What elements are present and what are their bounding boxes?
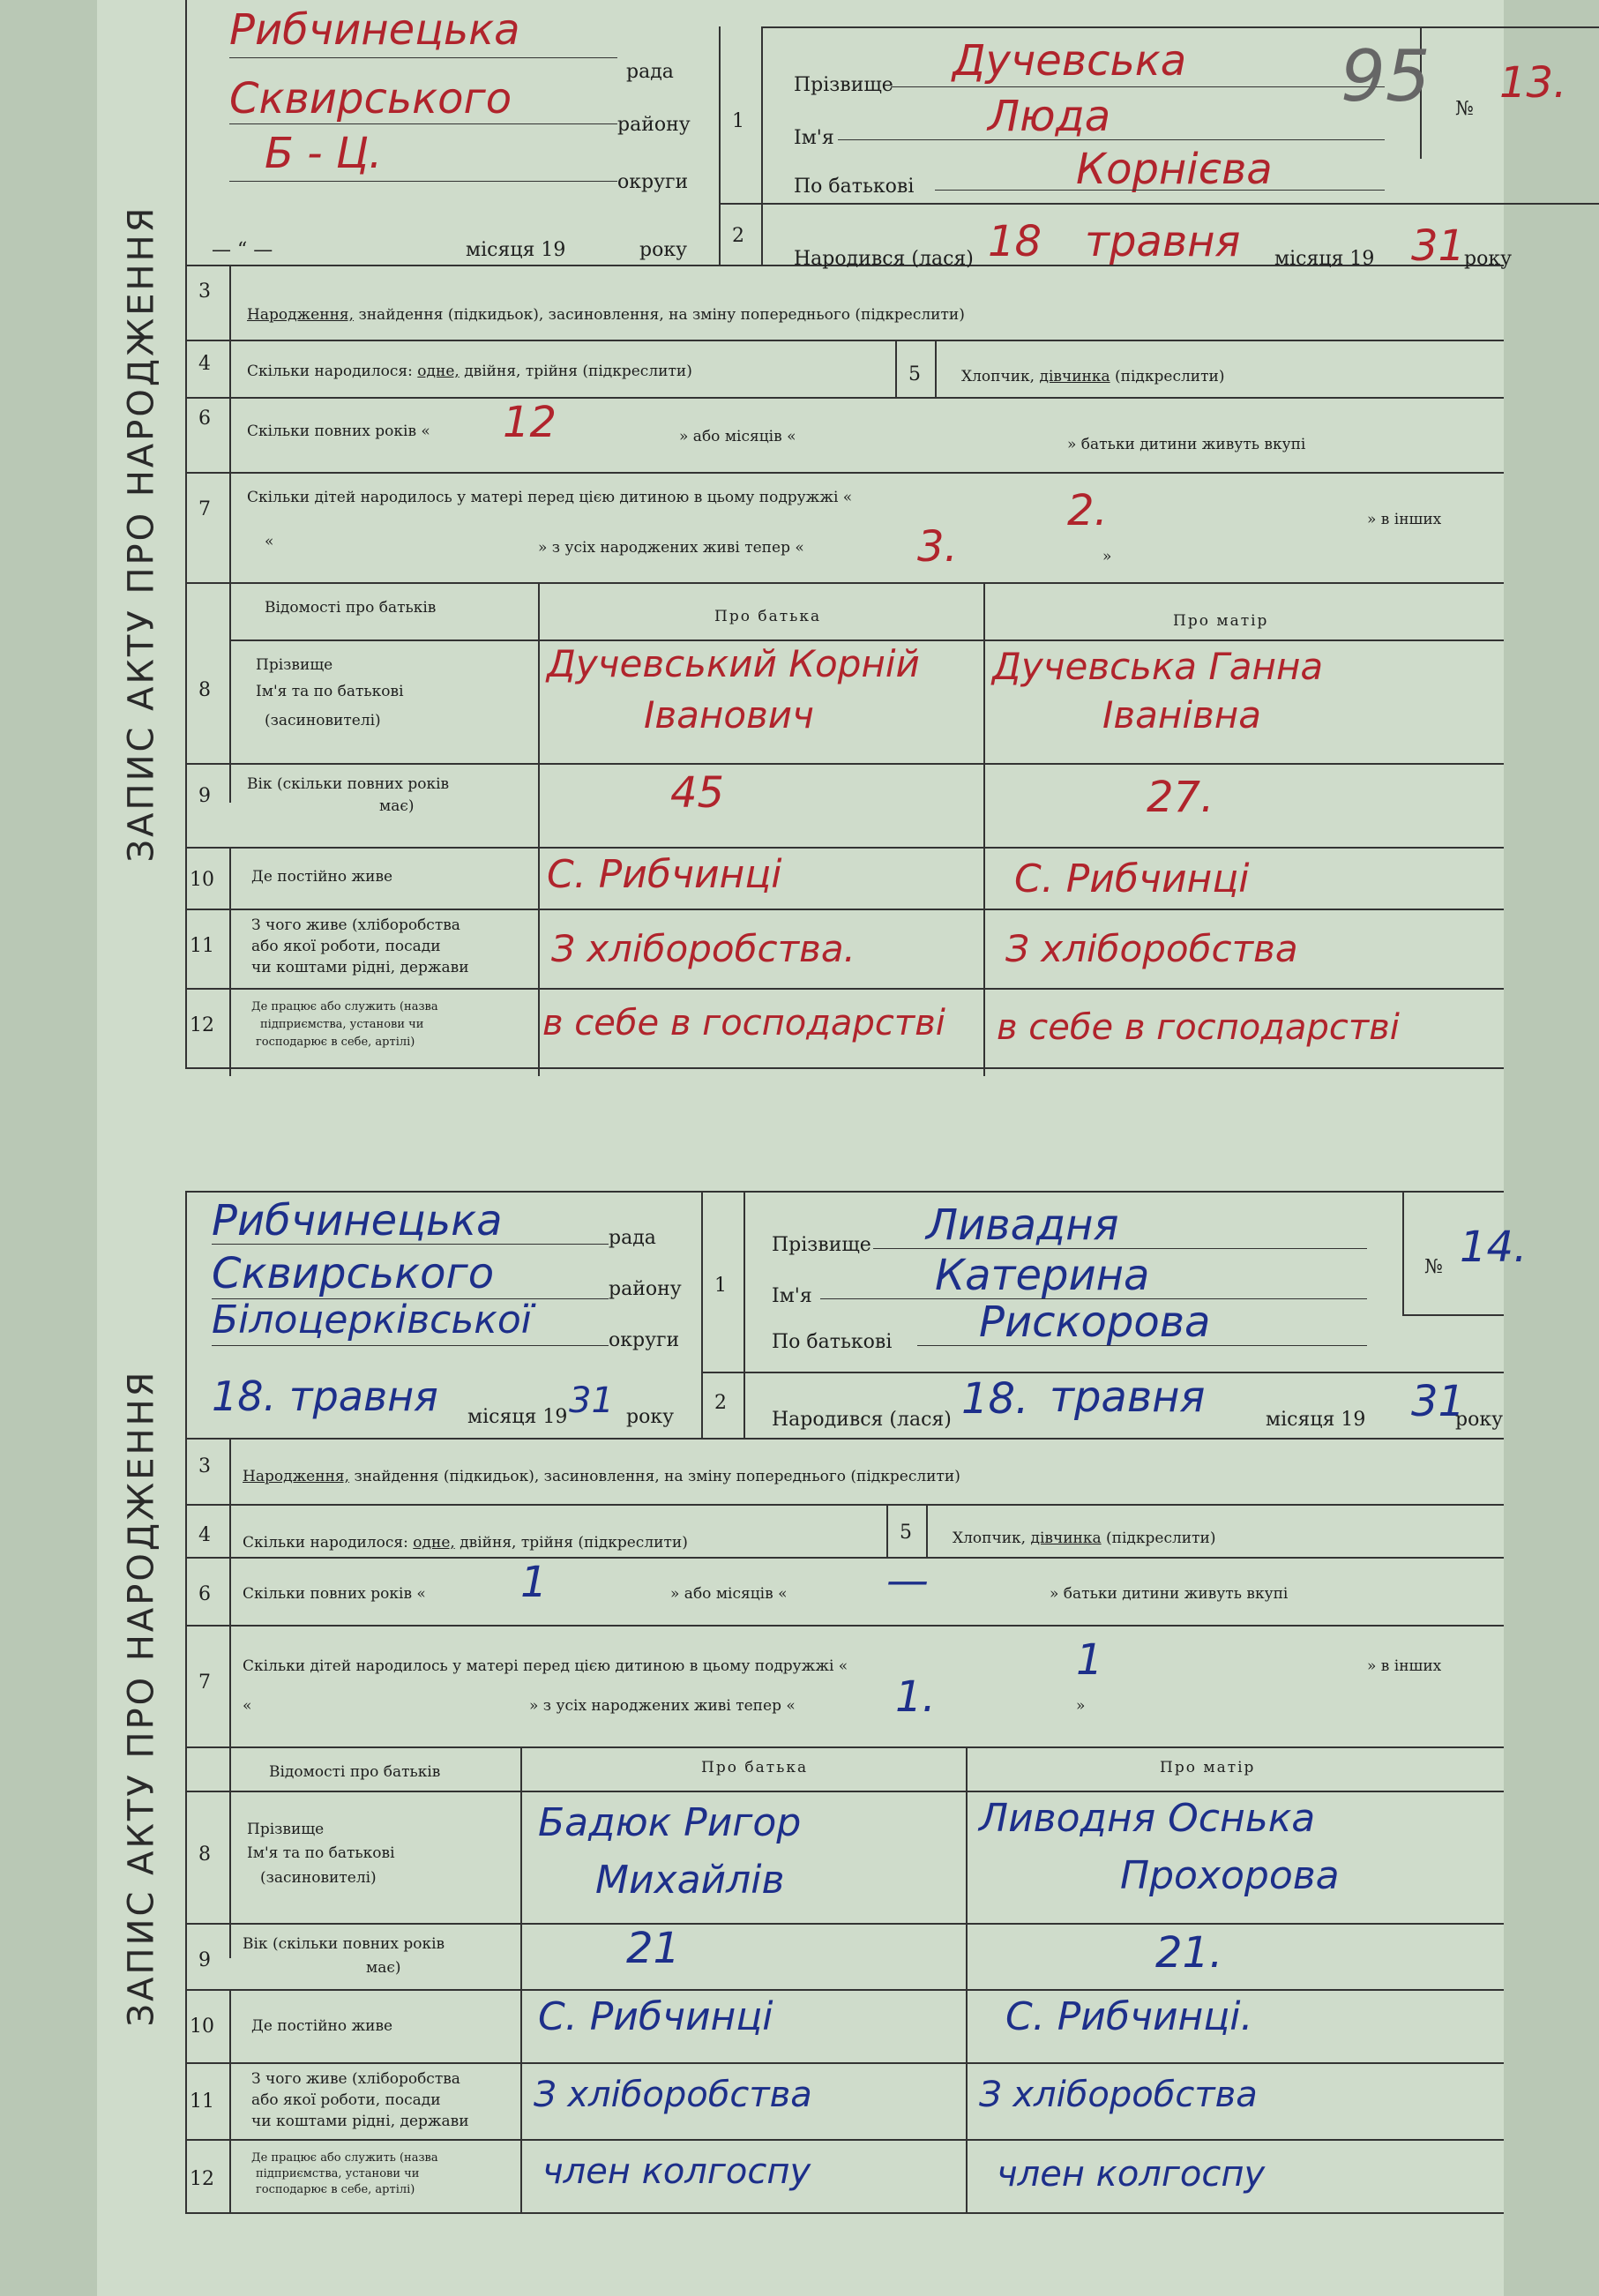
register-page xyxy=(97,0,1567,2296)
row5-text: Хлопчик, дівчинка (підкреслити) xyxy=(953,1529,1216,1547)
parents-info-header: Відомості про батьків xyxy=(269,1763,441,1781)
born-day: 18. xyxy=(961,1374,1029,1424)
reg-date: 18. травня xyxy=(212,1372,438,1420)
surname-value: Ливадня xyxy=(926,1200,1119,1250)
patronymic-label: По батькові xyxy=(772,1331,893,1353)
children-alive: 3. xyxy=(917,522,958,572)
row6-mid: » або місяців « xyxy=(670,1585,788,1603)
name-value: Люда xyxy=(988,92,1111,141)
father-work: член колгоспу xyxy=(542,2151,811,2192)
row7-other: » в інших xyxy=(1367,1657,1442,1675)
born-label: Народився (лася) xyxy=(794,248,974,270)
father-livelihood: З хліборобства. xyxy=(551,927,856,970)
mother-work: в себе в господарстві xyxy=(997,1007,1400,1048)
number-value: 13. xyxy=(1499,58,1567,108)
mother-age: 27. xyxy=(1147,773,1214,822)
father-name-2: Михайлів xyxy=(595,1858,785,1903)
years-together: 1 xyxy=(520,1558,548,1607)
row-num-1: 1 xyxy=(714,1275,727,1297)
mother-livelihood: З хліборобства xyxy=(979,2075,1258,2115)
months-together: — xyxy=(886,1556,929,1605)
mother-name-1: Ливодня Оснька xyxy=(979,1796,1316,1841)
mother-livelihood: З хліборобства xyxy=(1005,927,1298,970)
row4-text: Скільки народилося: одне, двійня, трійня (підкреслити) xyxy=(243,1534,688,1552)
row-num-1: 1 xyxy=(732,110,744,132)
okrug-label: округи xyxy=(617,171,689,193)
row7-line1: Скільки дітей народилось у матері перед цією дитиною в цьому подружжі « xyxy=(247,489,853,506)
row4-text: Скільки народилося: одне, двійня, трійня (підкреслити) xyxy=(247,363,692,380)
birth-record-1: ЗАПИС АКТУ ПРО НАРОДЖЕННЯ Рибчинецька рада Сквирського району Б - Ц. округи — “ — місяця 19 року 1 Прізвище Дучевська Ім'я Люда По батькові Корнієва № 13. 95 2 Народився (лася) 18 травня місяця 19 31 року 3 Народження, знайдення (підкидьок), засиновлення, на зміну попереднього (підкреслити) 4 Скільки народилося: одне, двійня, трійня (підкреслити) 5 Хлопчик, дівчинка (підкреслити) 6 Скільки повних років « 12 » або місяців « » батьки дитини живуть вкупі 7 Скільки дітей народилось у матері перед цією дитиною в цьому подружжі « 2. » в інших « » з усіх народжених живі тепер « 3. » Відомості про батьків Про батька Про матір 8 Прізвище Ім'я та по батькові (засиновителі) Дучевський Корній Іванович Дучевська Ганна Іванівна 9 Вік (скільки повних років має) 45 27. 10 Де постійно живе С. Рибчинці С. Рибчинці 11 З чого живе (хліборобства або якої роботи, посади чи коштами рідні, держави З хліборобства. З хліборобства 12 Де працює або служить (назва підприємства, установи чи господарює в себе, артілі) в себе в господарстві в себе в господарстві xyxy=(185,0,1504,1076)
row7-line1: Скільки дітей народилось у матері перед цією дитиною в цьому подружжі « xyxy=(243,1657,848,1675)
father-name-1: Бадюк Ригор xyxy=(538,1800,802,1845)
father-work: в себе в господарстві xyxy=(542,1003,945,1043)
born-year: 31 xyxy=(1411,1377,1466,1426)
father-residence: С. Рибчинці xyxy=(538,1994,773,2039)
mother-name-1: Дучевська Ганна xyxy=(992,645,1324,688)
number-label: № xyxy=(1455,98,1474,120)
row6-pre: Скільки повних років « xyxy=(247,423,430,440)
name-label: Ім'я xyxy=(794,127,834,149)
born-year-label: року xyxy=(1464,248,1513,270)
surname-value: Дучевська xyxy=(953,36,1187,86)
number-label: № xyxy=(1424,1256,1443,1278)
rada-label: рада xyxy=(626,61,674,83)
name-label: Ім'я xyxy=(772,1285,812,1307)
mother-residence: С. Рибчинці. xyxy=(1005,1994,1253,2039)
mother-residence: С. Рибчинці xyxy=(1014,856,1250,901)
row5-text: Хлопчик, дівчинка (підкреслити) xyxy=(961,368,1225,385)
row-num-2: 2 xyxy=(714,1392,727,1414)
birth-record-2: ЗАПИС АКТУ ПРО НАРОДЖЕННЯ Рибчинецька рада Сквирського району Білоцерківської округи 18. травня місяця 19 31 року 1 Прізвище Ливадня Ім'я Катерина По батькові Рискорова № 14. 2 Народився (лася) 18. травня місяця 19 31 року 3 Народження, знайдення (підкидьок), засиновлення, на зміну попереднього (підкреслити) 4 Скільки народилося: одне, двійня, трійня (підкреслити) 5 Хлопчик, дівчинка (підкреслити) 6 Скільки повних років « 1 » або місяців « — » батьки дитини живуть вкупі 7 Скільки дітей народилось у матері перед цією дитиною в цьому подружжі « 1 » в інших « » з усіх народжених живі тепер « 1. » Відомості про батьків Про батька Про матір 8 Прізвище Ім'я та по батькові (засиновителі) Бадюк Ригор Михайлів Ливодня Оснька Прохорова 9 Вік (скільки повних років має) 21 21. 10 Де постійно живе С. Рибчинці С. Рибчинці. 11 З чого живе (хліборобства або якої роботи, посади чи коштами рідні, держави З хліборобства З хліборобства 12 Де працює або служить (назва підприємства, установи чи господарює в себе, артілі) член колгоспу член колгоспу xyxy=(185,1191,1504,2214)
father-name-1: Дучевський Корній xyxy=(547,642,920,685)
surname-label: Прізвище xyxy=(794,74,893,96)
rayon-value: Сквирського xyxy=(229,74,512,123)
row6-pre: Скільки повних років « xyxy=(243,1585,426,1603)
born-month: травня xyxy=(1085,217,1241,266)
years-together: 12 xyxy=(503,398,557,447)
patronymic-value: Корнієва xyxy=(1076,145,1273,194)
mother-name-2: Прохорова xyxy=(1120,1853,1340,1898)
row7-other: » в інших xyxy=(1367,511,1442,528)
rayon-value: Сквирського xyxy=(212,1249,495,1298)
born-year-label: року xyxy=(1455,1409,1504,1431)
vertical-title-2: ЗАПИС АКТУ ПРО НАРОДЖЕННЯ xyxy=(121,1369,162,2027)
born-label: Народився (лася) xyxy=(772,1409,952,1431)
reg-month-label: місяця 19 xyxy=(467,1406,568,1428)
born-month-label: місяця 19 xyxy=(1274,248,1375,270)
mother-work: член колгоспу xyxy=(997,2154,1266,2195)
born-day: 18 xyxy=(988,217,1042,266)
surname-label: Прізвище xyxy=(772,1234,871,1256)
rada-value: Рибчинецька xyxy=(212,1196,503,1245)
row3-text: Народження, знайдення (підкидьок), засиновлення, на зміну попереднього (підкреслити) xyxy=(247,306,965,324)
rada-label: рада xyxy=(609,1227,656,1249)
children-before: 1 xyxy=(1076,1635,1103,1685)
children-before: 2. xyxy=(1067,486,1108,535)
vertical-title: ЗАПИС АКТУ ПРО НАРОДЖЕННЯ xyxy=(121,205,162,863)
father-residence: С. Рибчинці xyxy=(547,852,782,897)
father-age: 21 xyxy=(626,1924,681,1973)
row7-line2: » з усіх народжених живі тепер « xyxy=(529,1697,796,1715)
number-value: 14. xyxy=(1460,1223,1528,1272)
reg-year-label: року xyxy=(639,239,688,261)
father-header: Про батька xyxy=(714,608,822,625)
reg-year-label: року xyxy=(626,1406,675,1428)
rayon-label: району xyxy=(617,114,691,136)
row6-post: » батьки дитини живуть вкупі xyxy=(1067,436,1306,453)
row6-mid: » або місяців « xyxy=(679,428,796,445)
mother-header: Про матір xyxy=(1160,1759,1256,1776)
row7-line2: » з усіх народжених живі тепер « xyxy=(538,539,804,557)
row6-post: » батьки дитини живуть вкупі xyxy=(1050,1585,1289,1603)
okrug-value: Білоцерківської xyxy=(212,1298,532,1342)
parents-info-header: Відомості про батьків xyxy=(265,599,437,617)
name-value: Катерина xyxy=(935,1251,1150,1300)
father-age: 45 xyxy=(670,768,725,818)
patronymic-value: Рискорова xyxy=(979,1298,1211,1347)
okrug-label: округи xyxy=(609,1329,680,1351)
father-name-2: Іванович xyxy=(644,693,814,737)
children-alive: 1. xyxy=(895,1672,936,1722)
row3-text: Народження, знайдення (підкидьок), засиновлення, на зміну попереднього (підкреслити) xyxy=(243,1468,960,1485)
mother-name-2: Іванівна xyxy=(1102,693,1261,737)
father-livelihood: З хліборобства xyxy=(534,2075,812,2115)
mother-age: 21. xyxy=(1155,1928,1223,1978)
mother-header: Про матір xyxy=(1173,612,1269,630)
born-month: травня xyxy=(1050,1372,1206,1422)
born-month-label: місяця 19 xyxy=(1266,1409,1366,1431)
rada-value: Рибчинецька xyxy=(229,5,520,55)
row-num-2: 2 xyxy=(732,225,744,247)
page-number: 95 xyxy=(1341,35,1431,117)
reg-date-prefix: — “ — xyxy=(212,239,273,261)
born-year: 31 xyxy=(1411,221,1466,271)
father-header: Про батька xyxy=(701,1759,809,1776)
reg-year: 31 xyxy=(569,1380,614,1421)
reg-month-label: місяця 19 xyxy=(466,239,566,261)
okrug-value: Б - Ц. xyxy=(265,129,383,178)
patronymic-label: По батькові xyxy=(794,176,915,198)
rayon-label: району xyxy=(609,1278,682,1300)
